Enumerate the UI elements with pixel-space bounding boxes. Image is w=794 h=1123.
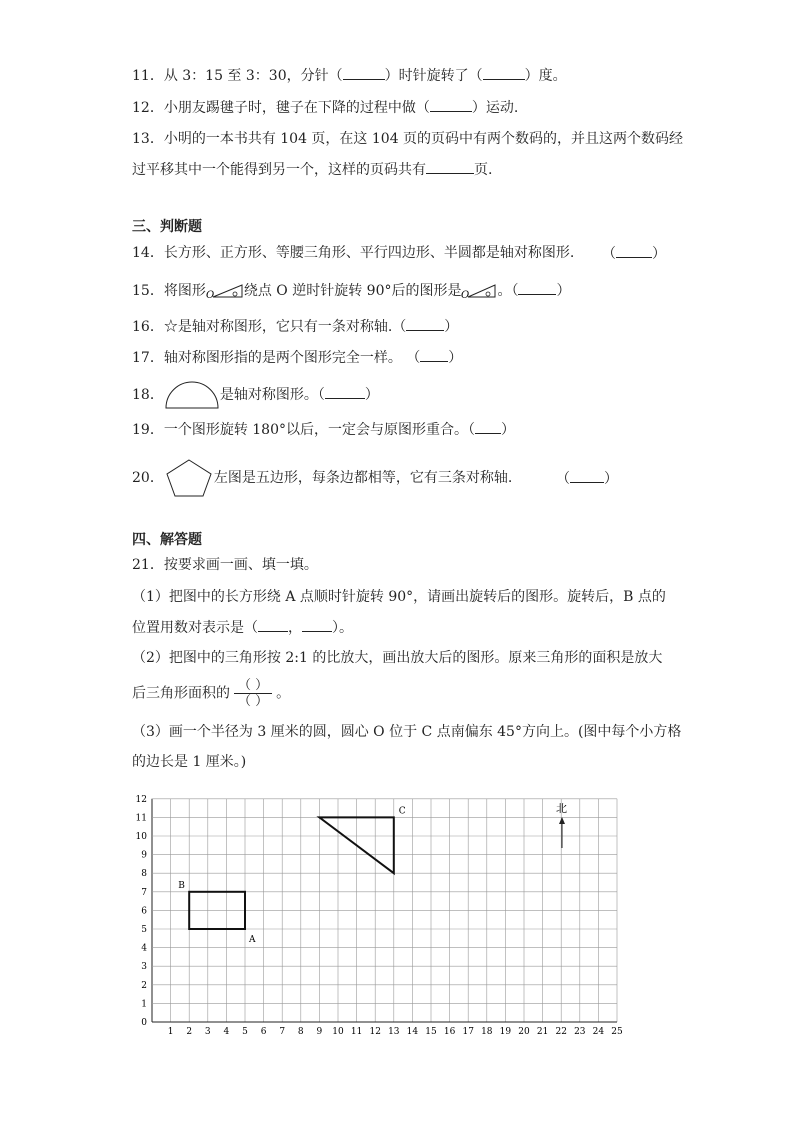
q20-text: 左图是五边形，每条边都相等，它有三条对称轴. bbox=[213, 470, 513, 486]
section-3-heading: 三、判断题 bbox=[132, 219, 202, 235]
y-tick-label: 0 bbox=[141, 1018, 147, 1028]
y-tick-label: 4 bbox=[141, 943, 147, 954]
q18-text-post: ） bbox=[364, 387, 379, 403]
y-tick-label: 12 bbox=[135, 794, 147, 805]
x-tick-label: 13 bbox=[388, 1027, 400, 1037]
y-tick-label: 3 bbox=[141, 962, 147, 973]
q21-part3-line2: 的边长是 1 厘米。) bbox=[132, 754, 247, 770]
x-tick-label: 12 bbox=[369, 1027, 381, 1037]
x-tick-label: 7 bbox=[279, 1027, 286, 1037]
x-tick-label: 24 bbox=[592, 1027, 605, 1037]
q15-label-o-1: O bbox=[205, 290, 215, 300]
x-tick-label: 1 bbox=[167, 1027, 174, 1037]
x-tick-label: 18 bbox=[481, 1027, 493, 1037]
x-tick-label: 20 bbox=[518, 1027, 530, 1037]
x-axis-ticks bbox=[168, 1027, 623, 1037]
y-tick-label: 6 bbox=[141, 906, 147, 917]
question-21-title: 21．按要求画一画、填一填。 bbox=[132, 557, 318, 573]
fraction-numerator[interactable]: （ ） bbox=[234, 678, 272, 694]
x-tick-label: 17 bbox=[462, 1027, 474, 1037]
q21-p1-text-pre: 位置用数对表示是（ bbox=[132, 620, 258, 636]
q18-text-pre: 18． bbox=[132, 387, 164, 403]
q17-text-post: ） bbox=[448, 350, 463, 366]
y-tick-label: 5 bbox=[141, 925, 147, 935]
section-4-heading: 四、解答题 bbox=[132, 532, 202, 548]
q21-p1-comma: ， bbox=[288, 620, 302, 636]
point-b-label: B bbox=[178, 880, 185, 891]
q13-text-line1: 13．小明的一本书共有 104 页，在这 104 页的页码中有两个数码的，并且这两个数码经 bbox=[132, 131, 684, 147]
q11-text-post: ）度。 bbox=[524, 68, 567, 84]
q21-p1-text-post: ）。 bbox=[332, 620, 353, 636]
point-c-label: C bbox=[398, 806, 406, 817]
y-tick-label: 10 bbox=[135, 832, 147, 842]
q19-text-post: ） bbox=[501, 422, 515, 438]
q14-paren-close: ） bbox=[652, 246, 666, 262]
x-tick-label: 4 bbox=[223, 1027, 230, 1037]
north-arrow-icon bbox=[559, 817, 565, 848]
q21-part2-line1: （2）把图中的三角形按 2:1 的比放大，画出放大后的图形。原来三角形的面积是放大 bbox=[132, 650, 663, 666]
q16-text-pre: 16．☆是轴对称图形，它只有一条对称轴.（ bbox=[132, 319, 407, 335]
x-tick-label: 25 bbox=[611, 1027, 623, 1037]
q15-text-pre: 15．将图形 bbox=[132, 283, 206, 299]
grid-lines bbox=[152, 799, 617, 1022]
x-tick-label: 14 bbox=[406, 1027, 419, 1037]
q13-text-line2-pre: 过平移其中一个能得到另一个，这样的页码共有 bbox=[132, 162, 426, 178]
q20-paren-close: ） bbox=[604, 471, 618, 487]
x-tick-label: 3 bbox=[204, 1027, 211, 1037]
q11-text-mid: ）时针旋转了（ bbox=[384, 68, 483, 84]
q14-text: 14．长方形、正方形、等腰三角形、平行四边形、半圆都是轴对称图形. bbox=[132, 245, 575, 261]
y-tick-label: 1 bbox=[141, 999, 147, 1010]
q17-text-pre: 17．轴对称图形指的是两个图形完全一样。 （ bbox=[132, 350, 421, 366]
x-tick-label: 23 bbox=[574, 1027, 586, 1037]
x-tick-label: 5 bbox=[242, 1027, 248, 1037]
q15-text-mid: 绕点 O 逆时针旋转 90°后的图形是 bbox=[243, 283, 462, 299]
x-tick-label: 19 bbox=[499, 1027, 512, 1037]
q21-p2-text-pre: 后三角形面积的 bbox=[132, 685, 230, 702]
x-tick-label: 8 bbox=[297, 1027, 304, 1037]
point-a-label: A bbox=[249, 935, 256, 945]
q21-part3-line1: （3）画一个半径为 3 厘米的圆，圆心 O 位于 C 点南偏东 45°方向上。(图中每个小方格 bbox=[132, 724, 682, 740]
fraction-denominator[interactable]: （ ） bbox=[238, 694, 269, 709]
q21-part1-line1: （1）把图中的长方形绕 A 点顺时针旋转 90°，请画出旋转后的图形。旋转后，B 点的 bbox=[132, 589, 666, 605]
q20-text-pre: 20． bbox=[132, 470, 164, 486]
q19-text-pre: 19．一个图形旋转 180°以后，一定会与原图形重合。（ bbox=[132, 422, 475, 438]
x-tick-label: 2 bbox=[186, 1027, 193, 1037]
y-tick-label: 8 bbox=[141, 869, 147, 880]
q18-text-mid: 是轴对称图形。（ bbox=[219, 387, 325, 403]
y-tick-label: 7 bbox=[141, 887, 147, 898]
x-tick-label: 9 bbox=[316, 1027, 323, 1037]
x-tick-label: 16 bbox=[443, 1027, 456, 1037]
x-tick-label: 15 bbox=[425, 1027, 437, 1037]
q12-text-post: ）运动. bbox=[471, 100, 519, 116]
q15-label-o-2: O bbox=[461, 290, 470, 300]
y-tick-label: 2 bbox=[141, 980, 147, 991]
q12-text-pre: 12．小朋友踢毽子时，毽子在下降的过程中做（ bbox=[132, 100, 430, 116]
q21-p2-text-post: 。 bbox=[276, 685, 291, 702]
x-tick-label: 11 bbox=[350, 1027, 363, 1037]
x-tick-label: 22 bbox=[555, 1027, 567, 1037]
q16-text-post: ） bbox=[444, 319, 459, 335]
q15-text-post: 。（ bbox=[497, 283, 519, 299]
x-tick-label: 21 bbox=[536, 1027, 549, 1037]
y-axis-ticks bbox=[136, 795, 148, 1028]
north-label: 北 bbox=[556, 802, 567, 815]
y-tick-label: 11 bbox=[135, 813, 147, 824]
q13-text-line2-post: 页. bbox=[474, 162, 493, 178]
x-tick-label: 10 bbox=[332, 1027, 344, 1037]
q14-paren-open: （ bbox=[602, 246, 616, 262]
q20-paren-open: （ bbox=[556, 471, 570, 487]
q15-text-close: ） bbox=[556, 283, 571, 299]
x-tick-label: 6 bbox=[260, 1027, 267, 1037]
q11-text-pre: 11．从 3：15 至 3：30，分针（ bbox=[132, 68, 343, 84]
y-tick-label: 9 bbox=[141, 850, 147, 861]
